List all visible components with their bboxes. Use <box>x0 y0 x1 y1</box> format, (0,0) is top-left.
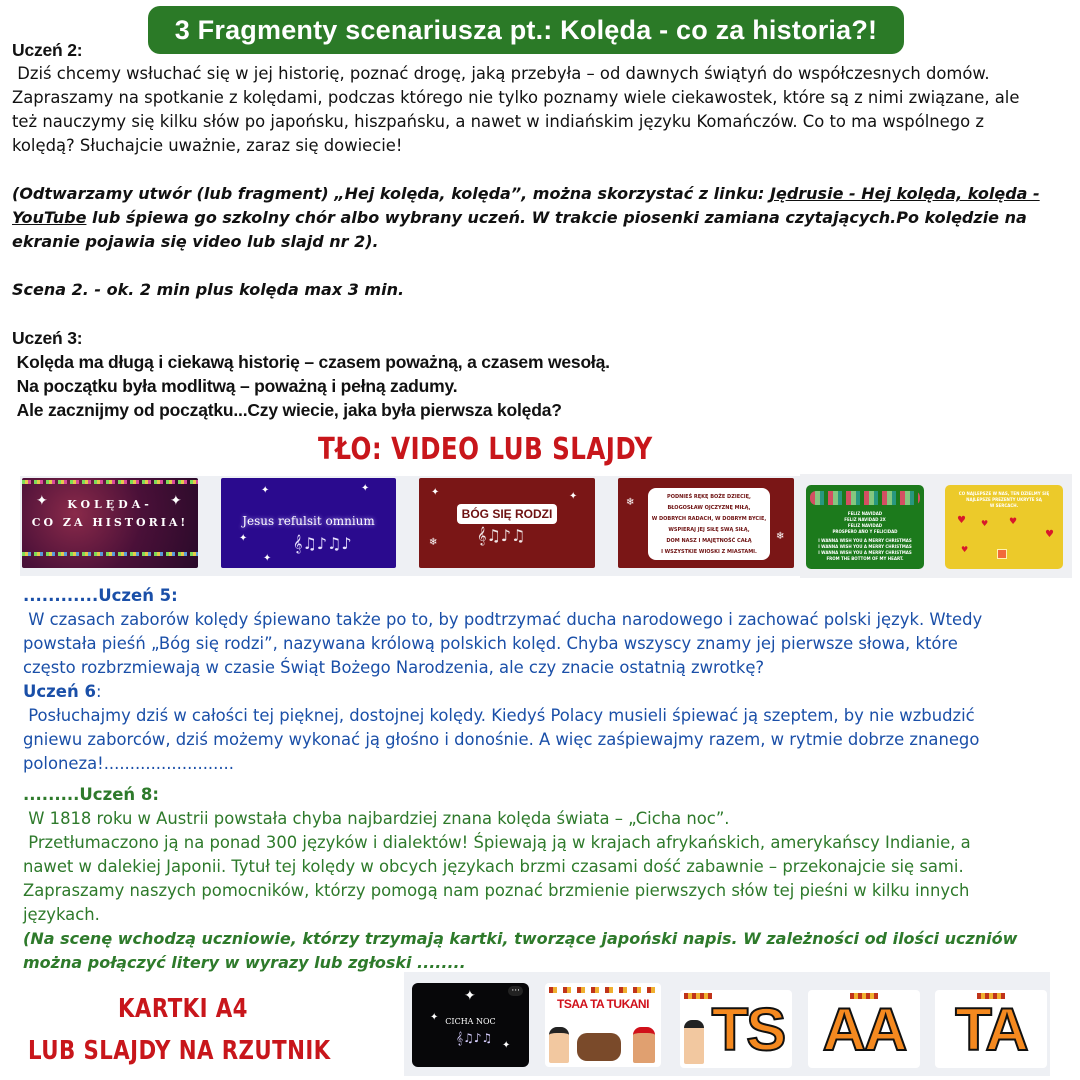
angel-icon: ✦ <box>36 493 48 509</box>
scene-note: Scena 2. - ok. 2 min plus kolęda max 3 min. <box>12 280 405 299</box>
star-icon: ✦ <box>464 988 476 1004</box>
slide-caption: BÓG SIĘ RODZI <box>457 504 557 524</box>
star-icon: ✦ <box>239 533 248 544</box>
speaker-label: .........Uczeń 8: <box>23 785 159 804</box>
star-icon: ✦ <box>502 1040 511 1051</box>
heart-icon: ♥ <box>957 515 966 526</box>
lyrics-line: WSPIERAJ JEJ SIŁĘ SWĄ SIŁĄ, <box>668 527 750 533</box>
stage-note-text: ekranie pojawia się video lub slajd nr 2). <box>12 232 379 251</box>
youtube-link[interactable]: Jędrusie - Hej kolęda, kolęda - <box>770 184 1040 203</box>
slide-hearts[interactable] <box>945 485 1063 569</box>
slide-ts[interactable] <box>680 990 792 1068</box>
paragraph-line: W czasach zaborów kolędy śpiewano także po to, by podtrzymać ducha narodowego i zachować polski język. Wtedy <box>23 610 983 629</box>
chief-illustration <box>633 1027 655 1063</box>
paragraph-line: często rozbrzmiewają w czasie Świąt Bożego Narodzenia, ale czy znacie ostatnią zwrotkę? <box>23 658 765 677</box>
lyrics-line: FELIZ NAVIDAD 2X <box>844 517 886 522</box>
paragraph-line: Dziś chcemy wsłuchać się w jej historię, poznać drogę, jaką przebyła – od dawnych świątyń do współczesnych domów. <box>12 64 990 83</box>
speaker-colon: : <box>95 682 102 701</box>
paragraph-line: poloneza!......................... <box>23 754 234 773</box>
paragraph-line: Ale zacznijmy od początku...Czy wiecie, jaka była pierwsza kolęda? <box>12 400 562 420</box>
lights-decoration <box>22 480 198 484</box>
slide-caption: TSAA TA TUKANI <box>557 997 649 1011</box>
speaker-block-3 <box>12 326 1072 422</box>
paragraph-line: też nauczymy się kilku słów po japońsku, hiszpańsku, a nawet w indiańskim języku Komańczów. Co to ma wspólnego z <box>12 112 984 131</box>
star-icon: ✦ <box>431 487 440 498</box>
lyrics-line: I WANNA WISH YOU A MERRY CHRISTMAS <box>818 544 912 549</box>
lyrics-line: W DOBRYCH RADACH, W DOBRYM BYCIE, <box>651 516 767 522</box>
lyrics-line: PROSPERO AÑO Y FELICIDAD <box>832 529 898 534</box>
paragraph-line: nawet w dalekiej Japonii. Tytuł tej kolędy w obcych językach brzmi czasami dość zabawnie – przekonajcie się sami. <box>23 857 964 876</box>
speaker-block-2 <box>12 38 1072 158</box>
gift-icon <box>997 549 1007 559</box>
slide-feliz-navidad[interactable] <box>806 485 924 569</box>
slide-jesus-refulsit[interactable] <box>221 478 396 568</box>
paragraph-line: Zapraszamy na spotkanie z kolędami, podczas którego nie tylko poznamy wiele ciekawostek, które są z nimi związane, ale <box>12 88 1020 107</box>
slide-caption: KOLĘDA- <box>67 498 153 511</box>
speaker-label: Uczeń 2: <box>12 40 83 60</box>
slide-bog-sie-rodzi-lyrics[interactable] <box>618 478 794 568</box>
paragraph-line: Przetłumaczono ją na ponad 300 języków i dialektów! Śpiewają ją w krajach afrykańskich, amerykańscy Indianie, a <box>23 833 971 852</box>
cards-heading-line-2: LUB SLAJDY NA RZUTNIK <box>28 1036 331 1066</box>
youtube-link-cont[interactable]: YouTube <box>12 208 87 227</box>
star-icon: ✦ <box>263 553 272 564</box>
lyrics-line: CO NAJLEPSZE W NAS, TEN DZIELMY SIĘ <box>958 491 1050 496</box>
lyrics-line: FELIZ NAVIDAD <box>847 523 883 528</box>
heart-icon: ♥ <box>1045 529 1054 540</box>
lyrics-line: FROM THE BOTTOM OF MY HEART. <box>826 556 904 561</box>
stage-note-line: można połączyć litery w wyrazy lub zgłoski ........ <box>23 953 466 972</box>
slide-aa[interactable] <box>808 990 920 1068</box>
lights-decoration <box>22 552 198 556</box>
lyrics-line: FELIZ NAVIDAD <box>847 511 883 516</box>
slide-letters: AA <box>822 996 906 1063</box>
stage-note-line: (Na scenę wchodzą uczniowie, którzy trzymają kartki, tworzące japoński napis. W zależności od ilości uczniów <box>23 929 1018 948</box>
star-icon: ✦ <box>361 483 370 494</box>
heart-icon: ♥ <box>961 545 969 554</box>
background-heading: TŁO: VIDEO LUB SLAJDY <box>318 432 653 467</box>
slide-caption: CICHA NOC <box>445 1017 496 1026</box>
lyrics-line: NAJLEPSZE PREZENTY UKRYTE SĄ <box>966 497 1042 502</box>
lyrics-line: W SERCACH. <box>989 503 1019 508</box>
snowflake-icon: ❄ <box>626 497 635 508</box>
figure-illustration <box>549 1027 569 1063</box>
paragraph-line: kolędą? Słuchajcie uważnie, zaraz się dowiecie! <box>12 136 403 155</box>
music-notes-icon: 𝄞♫♪♫ <box>456 1031 493 1045</box>
ornaments-decoration <box>810 491 920 505</box>
heart-icon: ♥ <box>1009 517 1018 527</box>
snowflake-icon: ❄ <box>776 531 785 542</box>
slide-tsaa-ta-tukani[interactable] <box>545 983 661 1067</box>
slide-cicha-noc[interactable] <box>412 983 529 1067</box>
more-options-icon[interactable]: ··· <box>508 986 523 996</box>
lyrics-line: DOM NASZ I MAJĘTNOŚĆ CAŁĄ <box>666 538 752 544</box>
pattern-decoration <box>549 987 657 993</box>
star-icon: ✦ <box>430 1012 439 1023</box>
speaker-label: Uczeń 6 <box>23 682 96 701</box>
stage-note <box>12 182 1072 254</box>
horse-illustration <box>577 1033 621 1061</box>
paragraph-line: Na początku była modlitwą – poważną i pełną zadumy. <box>12 376 458 396</box>
figure-illustration <box>684 1020 704 1064</box>
paragraph-line: językach. <box>23 905 100 924</box>
slide-caption: Jesus refulsit omnium <box>242 514 375 528</box>
lyrics-box <box>945 491 1063 509</box>
speaker-label: Uczeń 3: <box>12 328 83 348</box>
paragraph-line: Posłuchajmy dziś w całości tej pięknej, dostojnej kolędy. Kiedyś Polacy musieli śpiewać ją szeptem, by nie wzbudzić <box>23 706 975 725</box>
speaker-block-5 <box>23 584 1073 776</box>
paragraph-line: W 1818 roku w Austrii powstała chyba najbardziej znana kolęda świata – „Cicha noc”. <box>23 809 730 828</box>
lyrics-box <box>806 511 924 562</box>
speaker-block-8 <box>23 783 1073 975</box>
cards-heading-line-1: KARTKI A4 <box>118 994 248 1024</box>
stage-note-text: lub śpiewa go szkolny chór albo wybrany uczeń. W trakcie piosenki zamiana czytających.Po kolędzie na <box>86 208 1027 227</box>
lyrics-line: I WSZYSTKIE WIOSKI Z MIASTAMI. <box>661 549 757 555</box>
heart-icon: ♥ <box>981 519 989 528</box>
paragraph-line: powstała pieśń „Bóg się rodzi”, nazywana królową polskich kolęd. Chyba wszyscy znamy jej pierwsze słowa, które <box>23 634 958 653</box>
lyrics-line: PODNIEŚ RĘKĘ BOŻE DZIECIĘ, <box>667 494 751 500</box>
slide-koleda-co-za-historia[interactable] <box>22 478 198 568</box>
slide-caption: CO ZA HISTORIA! <box>31 516 189 529</box>
paragraph-line: Kolęda ma długą i ciekawą historię – czasem poważną, a czasem wesołą. <box>12 352 610 372</box>
slide-letters: TA <box>955 996 1027 1063</box>
angel-icon: ✦ <box>170 493 182 509</box>
lyrics-box <box>648 488 770 560</box>
lyrics-line: I WANNA WISH YOU A MERRY CHRISTMAS <box>818 550 912 555</box>
lyrics-line: I WANNA WISH YOU A MERRY CHRISTMAS <box>818 538 912 543</box>
slide-bog-sie-rodzi[interactable] <box>419 478 595 568</box>
snowflake-icon: ❄ <box>429 537 438 548</box>
paragraph-line: gniewu zaborców, dziś możemy wykonać ją głośno i donośnie. A więc zaśpiewajmy razem, w rytmie dobrze znanego <box>23 730 980 749</box>
music-notes-icon: 𝄞♫♪♫♪ <box>293 534 352 553</box>
slide-ta[interactable] <box>935 990 1047 1068</box>
paragraph-line: Zapraszamy naszych pomocników, którzy pomogą nam poznać brzmienie pierwszych słów tej pieśni w kilku innych <box>23 881 970 900</box>
lyrics-line: BŁOGOSŁAW OJCZYZNĘ MIŁĄ, <box>667 505 751 511</box>
star-icon: ✦ <box>569 491 578 502</box>
music-notes-icon: 𝄞♫♪♫ <box>477 526 526 545</box>
slide-letters: TS <box>711 996 785 1063</box>
stage-note-text: (Odtwarzamy utwór (lub fragment) „Hej kolęda, kolęda”, można skorzystać z linku: <box>12 184 771 203</box>
star-icon: ✦ <box>261 485 270 496</box>
speaker-label: ............Uczeń 5: <box>23 586 178 605</box>
page-title: 3 Fragmenty scenariusza pt.: Kolęda - co za historia?! <box>148 6 904 54</box>
